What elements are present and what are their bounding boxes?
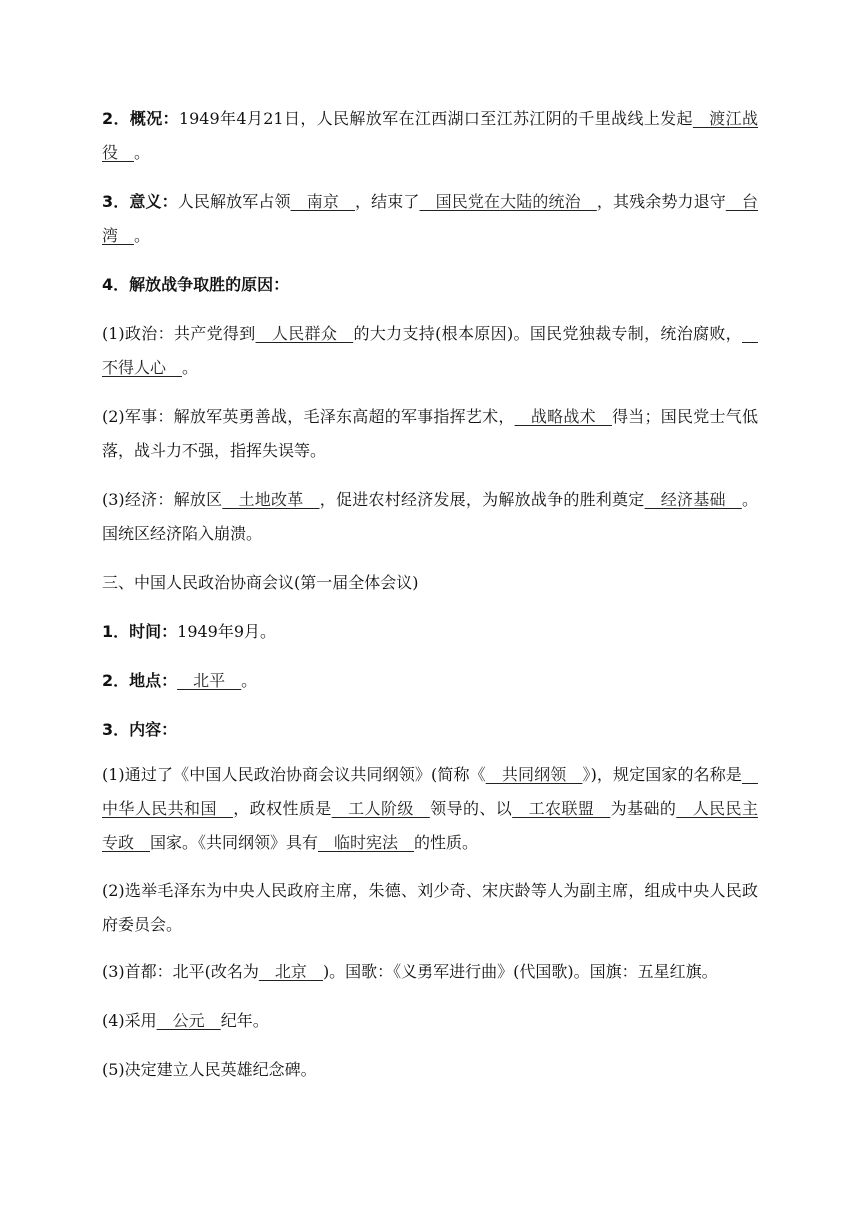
- body-text: (1)通过了《中国人民政治协商会议共同纲领》(简称《: [102, 765, 486, 784]
- answer-blank: __不得人心__: [102, 324, 758, 377]
- item-label: 2．概况：: [102, 109, 179, 128]
- paragraph-economy: [102, 483, 758, 551]
- body-text: (3)经济：解放区: [102, 490, 223, 509]
- body-text: 1949年4月21日，人民解放军在江西湖口至江苏江阴的千里战线上发起: [178, 109, 693, 128]
- item-label: 3．意义：: [102, 192, 178, 211]
- body-text: 领导的、以: [429, 799, 513, 818]
- body-text: ，促进农村经济发展，为解放战争的胜利奠定: [319, 490, 645, 509]
- answer-blank: __经济基础__: [644, 490, 742, 509]
- body-text: ，政权性质是: [232, 799, 332, 818]
- answer-blank: __土地改革__: [222, 490, 320, 509]
- answer-blank: __工农联盟__: [512, 799, 611, 818]
- answer-blank: __战略战术__: [514, 407, 612, 426]
- item-label: 3．内容：: [102, 720, 178, 739]
- body-text: )。国歌：《义勇军进行曲》(代国歌)。国旗：五星红旗。: [322, 962, 718, 981]
- body-text: (4)采用: [102, 1011, 157, 1030]
- body-text: 。: [241, 671, 258, 690]
- paragraph-overview: [102, 102, 758, 170]
- body-text: 1949年9月。: [177, 622, 277, 641]
- answer-blank: __公元__: [156, 1011, 221, 1030]
- section-heading-cppcc: [102, 566, 758, 600]
- answer-blank: __台湾__: [102, 192, 758, 245]
- body-text: 的大力支持(根本原因)。国民党独裁专制，统治腐败，: [353, 324, 742, 343]
- answer-blank: __中华人民共和国__: [102, 765, 758, 818]
- answer-blank: __渡江战役__: [102, 109, 758, 162]
- paragraph-place: [102, 664, 758, 698]
- paragraph-election: [102, 874, 758, 942]
- heading-content: [102, 713, 758, 747]
- body-text: (2)军事：解放军英勇善战，毛泽东高超的军事指挥艺术，: [102, 407, 515, 426]
- paragraph-calendar: [102, 1004, 758, 1038]
- body-text: 人民解放军占领: [177, 192, 291, 211]
- answer-blank: __临时宪法__: [318, 833, 415, 852]
- body-text: 》)，规定国家的名称是: [582, 765, 742, 784]
- body-text: (5)决定建立人民英雄纪念碑。: [102, 1060, 317, 1079]
- body-text: 的性质。: [414, 833, 479, 852]
- body-text: ，结束了: [354, 192, 420, 211]
- body-text: (1)政治：共产党得到: [102, 324, 256, 343]
- paragraph-time: [102, 615, 758, 649]
- item-label: 4．解放战争取胜的原因：: [102, 275, 290, 294]
- heading-victory-reasons: [102, 268, 758, 302]
- body-text: 。: [134, 226, 151, 245]
- answer-blank: __人民群众__: [255, 324, 354, 343]
- body-text: 三、中国人民政治协商会议(第一届全体会议): [102, 573, 419, 592]
- body-text: (3)首都：北平(改名为: [102, 962, 259, 981]
- body-text: 。: [134, 143, 151, 162]
- answer-blank: __国民党在大陆的统治__: [419, 192, 597, 211]
- item-label: 1．时间：: [102, 622, 178, 641]
- answer-blank: __北平__: [177, 671, 242, 690]
- answer-blank: __共同纲领__: [485, 765, 583, 784]
- paragraph-politics: [102, 317, 758, 385]
- paragraph-common-program: [102, 758, 758, 860]
- body-text: 。: [182, 358, 199, 377]
- paragraph-military: [102, 400, 758, 468]
- body-text: 。国统区经济陷入崩溃。: [102, 490, 758, 543]
- body-text: 纪年。: [220, 1011, 269, 1030]
- body-text: 为基础的: [610, 799, 677, 818]
- body-text: ，其残余势力退守: [596, 192, 726, 211]
- answer-blank: __工人阶级__: [331, 799, 430, 818]
- body-text: 得当；国民党士气低落，战斗力不强，指挥失误等。: [102, 407, 758, 460]
- paragraph-monument: [102, 1053, 758, 1087]
- answer-blank: __北京__: [258, 962, 323, 981]
- body-text: 国家。《共同纲领》具有: [150, 833, 319, 852]
- body-text: (2)选举毛泽东为中央人民政府主席，朱德、刘少奇、宋庆龄等人为副主席，组成中央人民政府委员会。: [102, 881, 758, 934]
- answer-blank: __南京__: [290, 192, 355, 211]
- paragraph-significance: [102, 185, 758, 253]
- item-label: 2．地点：: [102, 671, 178, 690]
- paragraph-capital: [102, 955, 758, 989]
- answer-blank: __人民民主专政__: [102, 799, 758, 852]
